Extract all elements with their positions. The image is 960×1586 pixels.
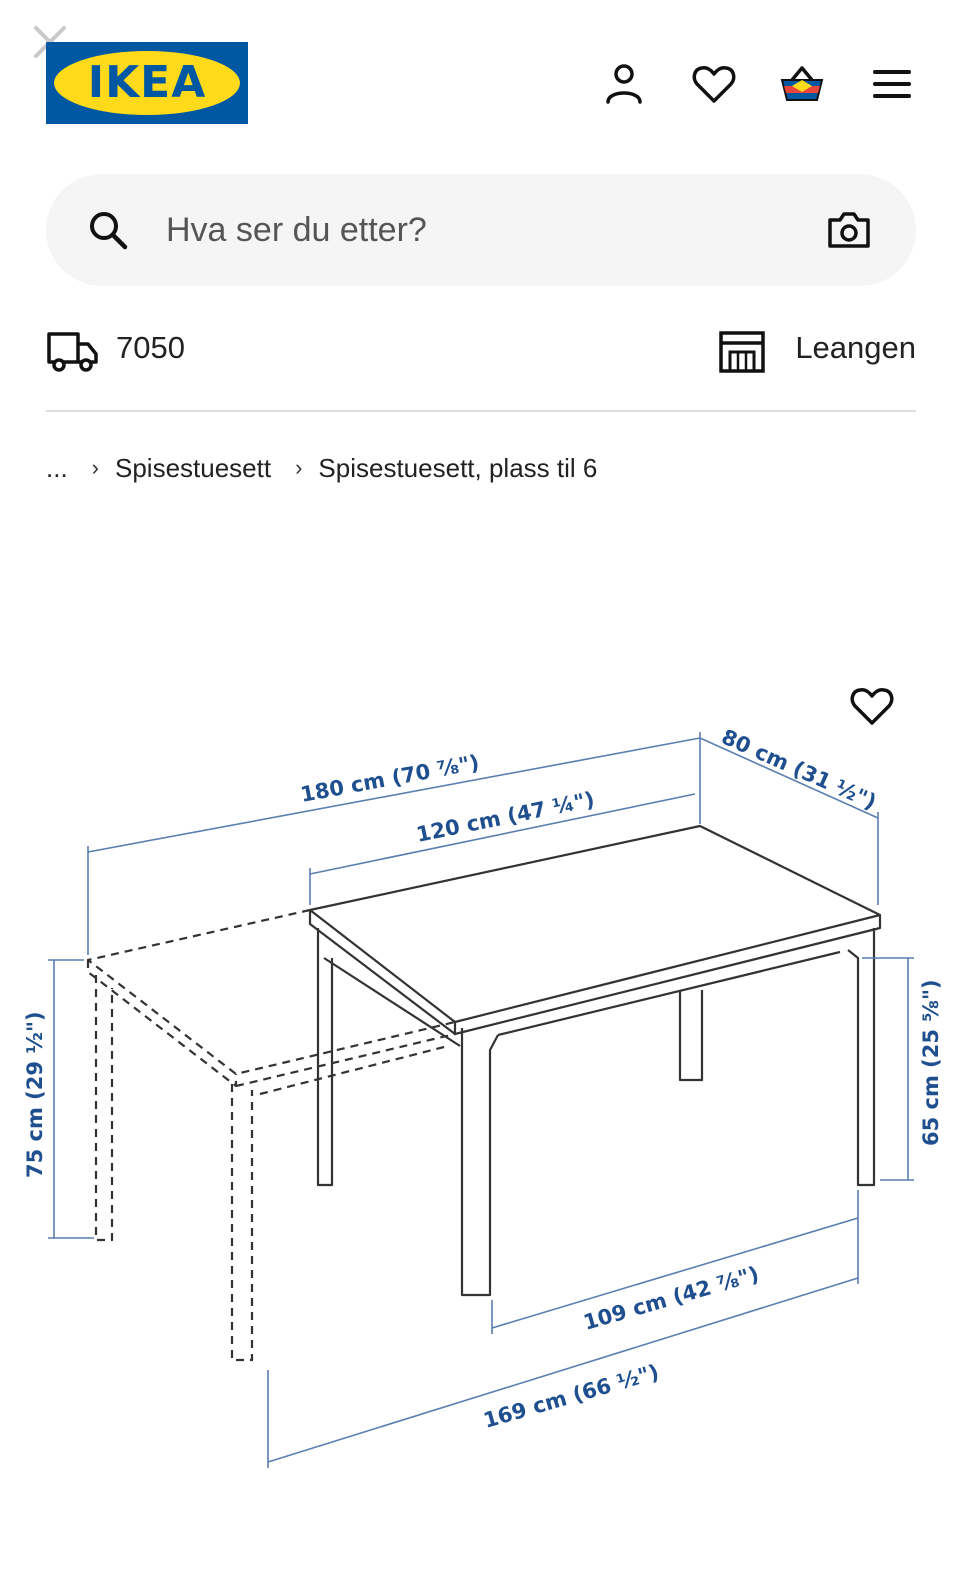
- dim-leg-clearance: 65 cm (25 ⅝"): [919, 979, 943, 1146]
- chevron-right-icon: ›: [91, 455, 99, 480]
- account-icon[interactable]: [600, 60, 648, 108]
- dim-extended-length: 180 cm (70 ⅞"): [298, 750, 482, 807]
- search-icon[interactable]: [86, 208, 130, 252]
- dim-inner-extended-length: 169 cm (66 ½"): [480, 1359, 662, 1433]
- ikea-logo[interactable]: [46, 42, 248, 124]
- delivery-truck-icon[interactable]: [46, 328, 100, 374]
- dim-width: 80 cm (31 ½"): [717, 724, 880, 815]
- store-name[interactable]: Leangen: [795, 330, 916, 365]
- dim-inner-length: 109 cm (42 ⅞"): [580, 1261, 762, 1335]
- dim-height: 75 cm (29 ½"): [23, 1011, 47, 1178]
- chevron-right-icon: ›: [295, 455, 303, 480]
- product-dimension-drawing[interactable]: [0, 690, 960, 1490]
- breadcrumb-item-current[interactable]: Spisestuesett, plass til 6: [318, 452, 598, 483]
- dimension-lines: [48, 732, 914, 1468]
- location-row: [46, 322, 916, 380]
- table-outline-drawing: [88, 826, 880, 1360]
- dim-length: 120 cm (47 ¼"): [414, 787, 597, 847]
- breadcrumb-item-spisestuesett[interactable]: Spisestuesett: [115, 452, 272, 483]
- shopping-basket-icon[interactable]: [778, 60, 826, 108]
- postal-code[interactable]: 7050: [116, 330, 185, 365]
- divider: [46, 410, 916, 412]
- search-bar[interactable]: [46, 174, 916, 286]
- camera-icon[interactable]: [826, 208, 872, 252]
- logo-text: IKEA: [87, 57, 207, 108]
- store-icon[interactable]: [718, 328, 766, 374]
- menu-icon[interactable]: [868, 60, 916, 108]
- search-input[interactable]: [166, 200, 806, 260]
- breadcrumb: [46, 450, 597, 486]
- favorites-heart-icon[interactable]: [690, 60, 738, 108]
- breadcrumb-ellipsis[interactable]: ...: [46, 452, 68, 483]
